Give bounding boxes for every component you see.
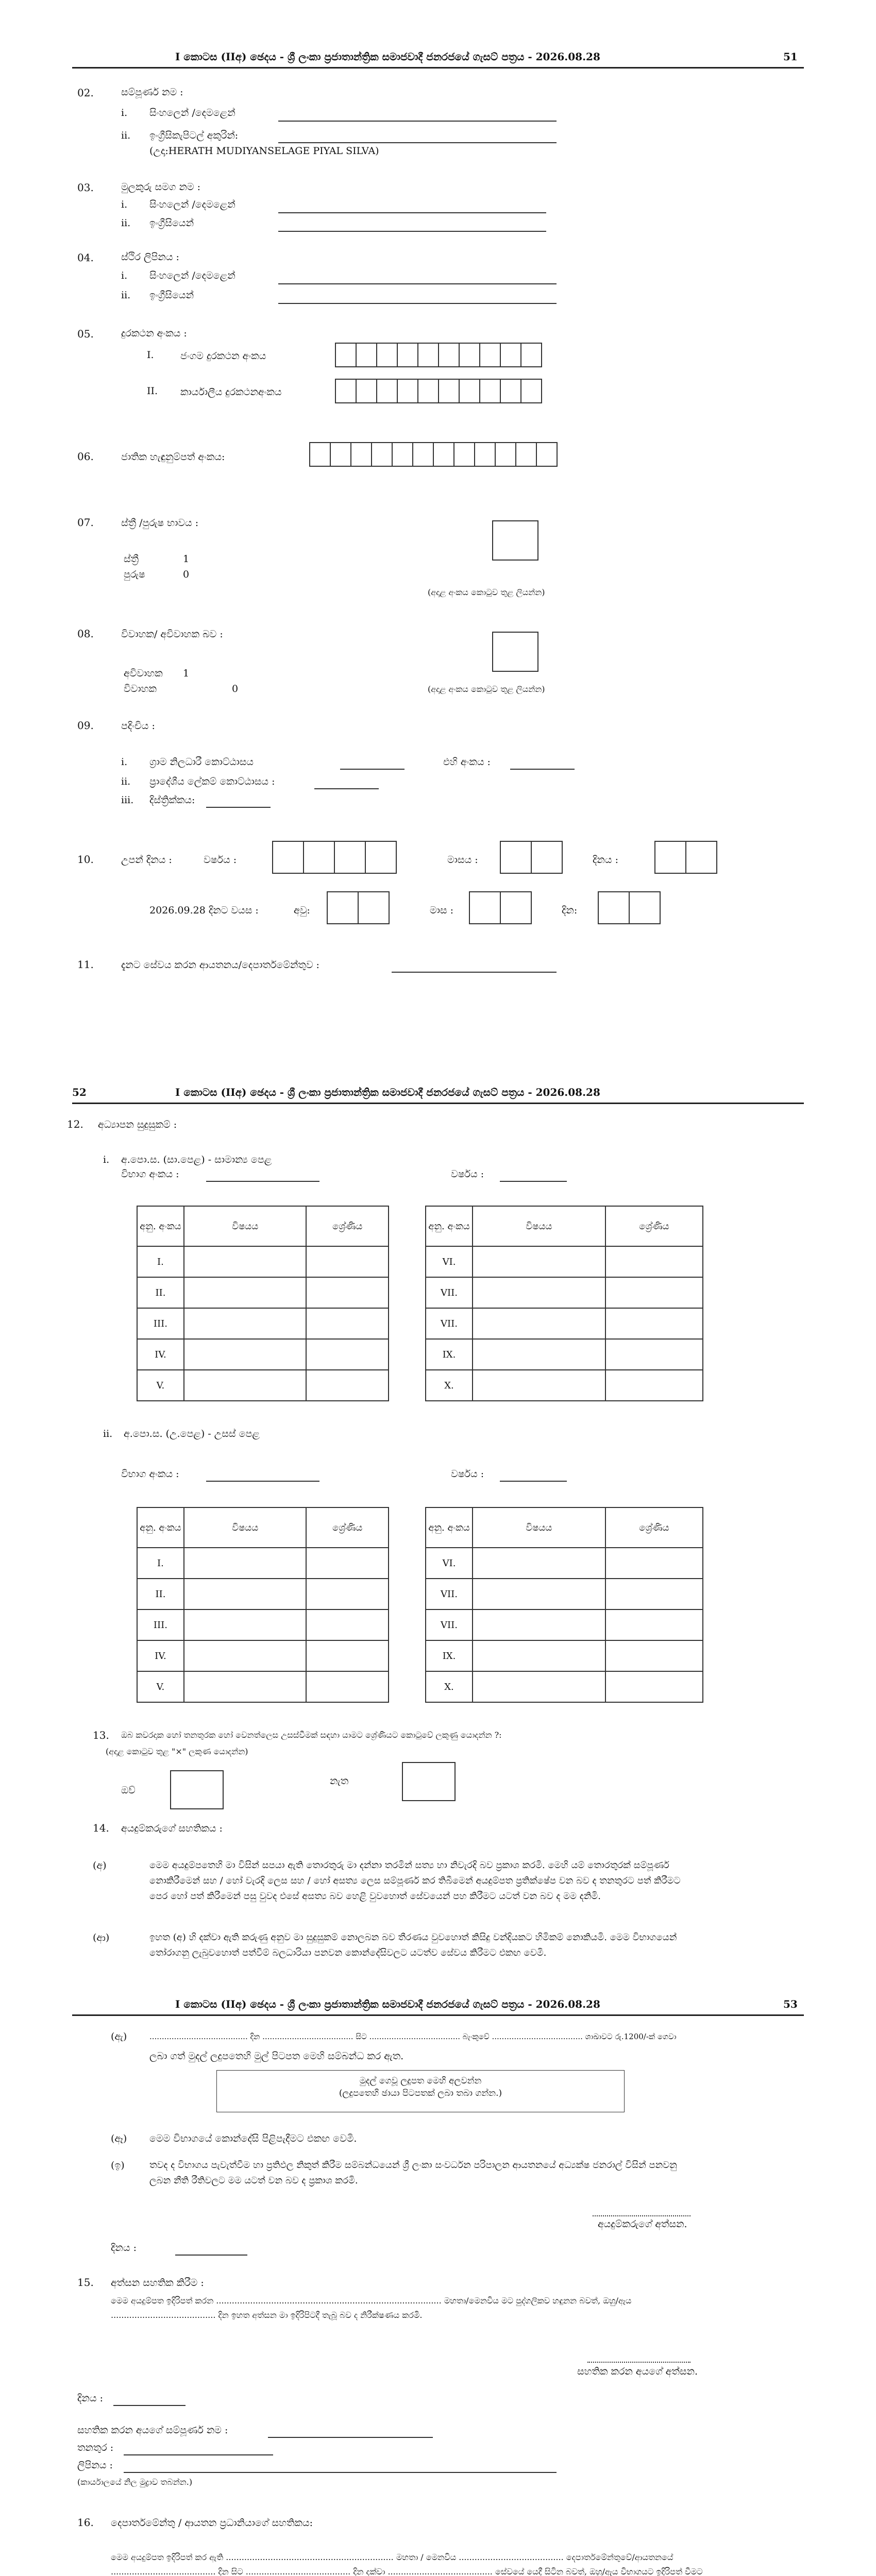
- ds-division-field[interactable]: [314, 788, 379, 789]
- s15-address-field[interactable]: [124, 2472, 557, 2473]
- s04-num: 04.: [77, 251, 94, 264]
- s03-ii-num: ii.: [121, 217, 131, 229]
- row-number: V.: [137, 1370, 184, 1401]
- subject-cell[interactable]: [473, 1308, 605, 1339]
- receipt-line-1: මුදල් ගෙවූ ලදුපත මෙහි අලවන්න: [359, 2076, 482, 2086]
- s04-i-field[interactable]: [278, 283, 557, 284]
- col-serial: අනු. අංකය: [137, 1507, 184, 1548]
- table-row: [426, 1277, 703, 1308]
- s07-male-code: 0: [183, 569, 190, 580]
- s13-num: 13.: [93, 1729, 109, 1741]
- s16-text: මෙම අයදුම්පත ඉදිරිපත් කර ඇති ................................................................ මහතා / මෙනවිය ........................................ දෙපාර්තමේන්තුවේ/ආයතනයේ ........................................ දින සිට ........................................ දින දක්වා ........................................ සේවයේ යෙදී සිටින බවත්, ඔහු/ඇය විභාගයට ඉදිරිපත් වීමට: [111, 2552, 703, 2576]
- row-number: IX.: [426, 1339, 473, 1370]
- s10-year-label: වර්ෂය :: [204, 854, 237, 866]
- s02-num: 02.: [77, 87, 94, 99]
- page-52: [0, 1056, 876, 1984]
- subject-cell[interactable]: [184, 1308, 307, 1339]
- al-exam-no-field[interactable]: [206, 1481, 319, 1482]
- subject-cell[interactable]: [473, 1246, 605, 1277]
- col-subject: විෂයය: [184, 1206, 307, 1246]
- age-months-boxes[interactable]: [469, 891, 531, 924]
- d-text: මෙම විභාගයේ කොන්දේසි පිළිපැදීමට එකඟ වෙමි.: [149, 2133, 357, 2144]
- s10-months-label: මාස :: [430, 905, 454, 916]
- row-number: I.: [137, 1548, 184, 1579]
- subject-cell[interactable]: [184, 1609, 307, 1640]
- s15-name-label: සහතික කරන අයගේ සම්පූර්ණ නම :: [77, 2425, 228, 2436]
- grade-cell[interactable]: [605, 1246, 703, 1277]
- s11-label: දැනට සේවය කරන ආයතනය/දෙපාර්තමේන්තුව :: [121, 959, 319, 971]
- col-grade: ශ්‍රේණිය: [306, 1507, 389, 1548]
- row-number: VI.: [426, 1246, 473, 1277]
- row-number: III.: [137, 1609, 184, 1640]
- s10-month-label: මාසය :: [447, 854, 478, 866]
- s15-date-label: දිනය :: [77, 2393, 103, 2404]
- row-number: X.: [426, 1370, 473, 1401]
- grade-cell[interactable]: [605, 1339, 703, 1370]
- subject-cell[interactable]: [473, 1579, 605, 1609]
- col-subject: විෂයය: [473, 1507, 605, 1548]
- subject-cell[interactable]: [184, 1640, 307, 1671]
- s10-age-label: 2026.09.28 දිනට වයස :: [149, 905, 259, 916]
- s14-b-mark: (ආ): [93, 1932, 110, 1943]
- table-row: [137, 1579, 389, 1609]
- age-years-boxes[interactable]: [327, 891, 389, 924]
- grade-cell[interactable]: [605, 1640, 703, 1671]
- subject-cell[interactable]: [473, 1339, 605, 1370]
- grade-cell[interactable]: [605, 1609, 703, 1640]
- table-row: [426, 1246, 703, 1277]
- table-row: [426, 1548, 703, 1579]
- s04-label: ස්ථිර ලිපිනය :: [121, 251, 179, 263]
- s09-ii-label: ප්‍රාදේශීය ලේකම් කොට්ඨාසය :: [149, 776, 275, 787]
- birth-month-boxes[interactable]: [500, 841, 562, 874]
- subject-cell[interactable]: [473, 1640, 605, 1671]
- s03-num: 03.: [77, 181, 94, 194]
- table-row: [426, 1579, 703, 1609]
- date-label: දිනය :: [111, 2242, 137, 2253]
- s14-num: 14.: [93, 1822, 109, 1834]
- s13-no-label: නැත: [330, 1775, 349, 1787]
- al-num: ii.: [103, 1428, 113, 1439]
- s04-ii-label: ඉංග්‍රීසියෙන්: [149, 290, 194, 301]
- s02-ii-num: ii.: [121, 130, 131, 141]
- s15-seal-note: (කාර්යාලයේ නිල මුද්‍රාව තබන්න.): [77, 2477, 193, 2487]
- grade-cell[interactable]: [306, 1548, 389, 1579]
- date-field[interactable]: [175, 2255, 247, 2256]
- s05-num: 05.: [77, 328, 94, 340]
- s13-yes-label: ඔව්: [121, 1785, 136, 1796]
- ol-results-table-right: [425, 1206, 703, 1401]
- table-row: [426, 1640, 703, 1671]
- row-number: VII.: [426, 1308, 473, 1339]
- c-text-2: ලබා ගත් මුදල් ලදුපතෙහි මුල් පිටපත මෙහි සම්බන්ධ කර ඇත.: [149, 2050, 404, 2062]
- row-number: X.: [426, 1671, 473, 1702]
- s14-a-text: මෙම අයදුම්පතෙහි මා විසින් සපයා ඇති තොරතුරු මා දන්නා තරමින් සත්‍ය හා නිවැරදි බව ප්‍රකාශ කරමි. මෙහි යම් තොරතුරක් සම්පූර්ණ නොකිරීමෙන් සහ / හෝ වැරදි ලෙස සහ / හෝ අසත්‍ය ලෙස සම්පූර්ණ කර තිබීමෙන් අයදුම්පත ප්‍රතික්ෂේප වන බව ද තනතුරට පත් කිරීමට පෙර හෝ පත් කිරීමෙන් පසු වුවද එසේ අසත්‍ය බව හෙළි වුවහොත් සේවයෙන් පහ කිරීමට යටත් වන බව ද මම දනිමි.: [149, 1860, 681, 1902]
- page-51: [0, 0, 876, 1030]
- table-row: [137, 1308, 389, 1339]
- table-row: [426, 1308, 703, 1339]
- s09-i-b-label: එහි අංකය :: [443, 756, 491, 768]
- al-exam-no-label: විභාග අංකය :: [121, 1468, 179, 1480]
- s05-i-num: I.: [147, 349, 154, 361]
- s02-ii-label: ඉංග්‍රීසිකැපිටල් අකුරින්:: [149, 130, 239, 141]
- receipt-line-2: (ලදුපතෙහි ඡායා පිටපතක් ලබා තබා ගන්න.): [339, 2088, 502, 2098]
- row-number: V.: [137, 1671, 184, 1702]
- s13-label: ඔබ කවරදාක හෝ තනතුරක හෝ වෙනත්ලෙස උසස්වීමක් සඳහා යාමට ශ්‍රේණියට කොටුවේ ලකුණු යොදන්න ?:: [121, 1730, 502, 1740]
- table-row: [137, 1370, 389, 1401]
- s06-num: 06.: [77, 450, 94, 463]
- al-label: අ.පො.ස. (උ.පෙළ) - උසස් පෙළ: [124, 1428, 260, 1439]
- s02-example: (උදා:HERATH MUDIYANSELAGE PIYAL SILVA): [149, 145, 379, 157]
- header-page-number: 53: [783, 1998, 798, 2010]
- ol-year-label: වර්ෂය :: [451, 1168, 484, 1180]
- subject-cell[interactable]: [473, 1548, 605, 1579]
- table-row: [137, 1640, 389, 1671]
- s03-i-label: සිංහලෙන් /දෙමළෙන්: [149, 199, 235, 210]
- col-grade: ශ්‍රේණිය: [306, 1206, 389, 1246]
- grade-cell[interactable]: [605, 1671, 703, 1702]
- s07-hint: (අදාළ අංකය කොටුව තුළ ලියන්න): [428, 587, 545, 597]
- row-number: VI.: [426, 1548, 473, 1579]
- current-workplace-field[interactable]: [392, 972, 557, 973]
- s10-days-label: දින:: [562, 905, 578, 916]
- d-mark: (ඈ): [111, 2133, 127, 2144]
- s08-single-code: 1: [183, 668, 190, 679]
- no-checkbox[interactable]: [402, 1762, 456, 1801]
- s09-iii-label: දිස්ත්‍රික්කය:: [149, 794, 195, 806]
- s07-male: පුරුෂ: [124, 569, 145, 580]
- s02-i-field[interactable]: [278, 121, 557, 122]
- al-results-table-left: [137, 1507, 389, 1703]
- subject-cell[interactable]: [473, 1609, 605, 1640]
- s15-post-field[interactable]: [124, 2454, 273, 2455]
- s10-num: 10.: [77, 853, 94, 866]
- grade-cell[interactable]: [605, 1277, 703, 1308]
- grade-cell[interactable]: [605, 1579, 703, 1609]
- subject-cell[interactable]: [473, 1370, 605, 1401]
- grade-cell[interactable]: [306, 1370, 389, 1401]
- col-subject: විෂයය: [473, 1206, 605, 1246]
- e-text: තවද ද විභාගය පැවැත්වීම හා ප්‍රතිඵල නිකුත් කිරීම සම්බන්ධයෙන් ශ්‍රී ලංකා සංවර්ධන පරිපාලන ආයතනයේ අධ්‍යක්ෂ ජනරාල් විසින් පනවනු ලබන නීති රීතිවලට මම යටත් වන බව ද ප්‍රකාශ කරමි.: [149, 2160, 677, 2186]
- s03-i-field[interactable]: [278, 212, 546, 213]
- table-row: [137, 1548, 389, 1579]
- applicant-signature-label: අයදුම්කරුගේ අත්සන.: [598, 2218, 687, 2230]
- col-serial: අනු. අංකය: [137, 1206, 184, 1246]
- s12-label: අධ්‍යාපන සුදුසුකම් :: [98, 1119, 177, 1130]
- s15-num: 15.: [77, 2276, 94, 2289]
- s10-years-label: අවු:: [294, 905, 310, 916]
- grade-cell[interactable]: [306, 1609, 389, 1640]
- header-title: I කොටස (IIඅ) ඡෙදය - ශ්‍රී ලංකා ප්‍රජාතාන්ත්‍රික සමාජවාදී ජනරජයේ ගැසට් පත්‍රය - 2026.08.28: [175, 1086, 600, 1098]
- ol-num: i.: [103, 1154, 110, 1165]
- subject-cell[interactable]: [184, 1277, 307, 1308]
- s15-post-label: තනතුර :: [77, 2442, 114, 2453]
- row-number: I.: [137, 1246, 184, 1277]
- s14-label: අයදුම්කරුගේ සහතිකය :: [121, 1823, 223, 1834]
- grade-cell[interactable]: [605, 1370, 703, 1401]
- page-header: [72, 1082, 804, 1104]
- certifier-signature-line[interactable]: [587, 2362, 690, 2363]
- row-number: VII.: [426, 1609, 473, 1640]
- s12-num: 12.: [67, 1118, 83, 1130]
- district-field[interactable]: [206, 807, 271, 808]
- s09-ii-num: ii.: [121, 776, 131, 787]
- birth-year-boxes[interactable]: [272, 841, 396, 874]
- c-mark: (ඇ): [111, 2031, 127, 2042]
- s09-i-label: ග්‍රාම නිලධාරී කොට්ඨාසය: [149, 756, 254, 768]
- grade-cell[interactable]: [306, 1579, 389, 1609]
- s15-text: මෙම අයදුම්පත ඉදිරිපත් කරන ...................................................................................... මහතා/මෙනවිය මට පුද්ගලිකව හඳුනන බවත්, ඔහු/ඇය ........................................ දින ඉහත අත්සන මා ඉදිරිපිටදී තැබූ බව ද නිරීක්ෂණය කරමි.: [111, 2296, 632, 2320]
- s11-num: 11.: [77, 958, 94, 971]
- s03-label: මුලකුරු සමග නම :: [121, 181, 200, 193]
- s13-hint: (අදාළ කොටුව තුළ "×" ලකුණ යොදන්න): [106, 1747, 248, 1756]
- subject-cell[interactable]: [473, 1277, 605, 1308]
- s02-i-label: සිංහලෙන් /දෙමළෙන්: [149, 107, 235, 118]
- subject-cell[interactable]: [184, 1579, 307, 1609]
- grade-cell[interactable]: [306, 1308, 389, 1339]
- receipt-paste-area[interactable]: [216, 2070, 625, 2112]
- birth-day-boxes[interactable]: [654, 841, 716, 874]
- s09-iii-num: iii.: [121, 794, 134, 806]
- row-number: II.: [137, 1277, 184, 1308]
- s08-num: 08.: [77, 628, 94, 640]
- row-number: IV.: [137, 1640, 184, 1671]
- ol-exam-no-field[interactable]: [206, 1181, 319, 1182]
- row-number: IX.: [426, 1640, 473, 1671]
- certifier-signature-label: සහතික කරන අයගේ අත්සන.: [577, 2366, 698, 2377]
- s06-label: ජාතික හැඳුනුම්පත් අංකය:: [121, 451, 225, 463]
- s07-female: ස්ත්‍රී: [124, 553, 139, 565]
- s08-label: විවාහක/ අවිවාහක බව :: [121, 629, 223, 640]
- table-row: [426, 1339, 703, 1370]
- s02-label: සම්පූර්ණ නම :: [121, 87, 183, 98]
- gender-code-box[interactable]: [492, 520, 538, 561]
- table-row: [137, 1277, 389, 1308]
- subject-cell[interactable]: [473, 1671, 605, 1702]
- subject-cell[interactable]: [184, 1339, 307, 1370]
- s09-num: 09.: [77, 719, 94, 732]
- s04-i-num: i.: [121, 270, 128, 281]
- yes-checkbox[interactable]: [170, 1770, 224, 1809]
- s03-i-num: i.: [121, 199, 128, 210]
- s04-ii-num: ii.: [121, 290, 131, 301]
- subject-cell[interactable]: [184, 1548, 307, 1579]
- col-grade: ශ්‍රේණිය: [605, 1206, 703, 1246]
- grade-cell[interactable]: [306, 1339, 389, 1370]
- page-header: [72, 46, 804, 69]
- s15-date-field[interactable]: [113, 2405, 186, 2406]
- nic-number-boxes[interactable]: [309, 442, 557, 467]
- row-number: IV.: [137, 1339, 184, 1370]
- s16-label: දෙපාර්තමේන්තු / ආයතන ප්‍රධානියාගේ සහතිකය:: [111, 2517, 313, 2529]
- ol-year-field[interactable]: [500, 1181, 567, 1182]
- s05-ii-label: කාර්යාලීය දුරකථනඅංකය: [180, 386, 282, 398]
- subject-cell[interactable]: [184, 1671, 307, 1702]
- s09-label: පදිංචිය :: [121, 720, 155, 732]
- subject-cell[interactable]: [184, 1370, 307, 1401]
- s05-ii-num: II.: [147, 385, 158, 397]
- grade-cell[interactable]: [605, 1308, 703, 1339]
- ol-results-table-left: [137, 1206, 389, 1401]
- col-subject: විෂයය: [184, 1507, 307, 1548]
- applicant-signature-line[interactable]: [593, 2215, 690, 2216]
- al-year-label: වර්ෂය :: [451, 1468, 484, 1480]
- header-page-number: 51: [783, 50, 798, 63]
- s16-num: 16.: [77, 2516, 94, 2529]
- page-53: [0, 1984, 876, 2576]
- table-row: [137, 1339, 389, 1370]
- s10-day-label: දිනය :: [593, 854, 618, 866]
- s02-i-num: i.: [121, 107, 128, 118]
- grade-cell[interactable]: [306, 1640, 389, 1671]
- table-row: [137, 1246, 389, 1277]
- s14-b-text: ඉහත (අ) හි දක්වා ඇති කරුණු අනුව මා සුදුසුකම් නොලබන බව තීරණය වුවහොත් කිසිදු වන්දියකට හිමිකම් නොකියමි. මෙම විභාගයෙන් තෝරාගනු ලැබුවහොත් පත්වීම් බලධාරියා පනවන කොන්දේසිවලට යටත්ව සේවය කිරීමට එකඟ වෙමි.: [149, 1932, 677, 1958]
- s15-address-label: ලිපිනය :: [77, 2460, 113, 2471]
- row-number: II.: [137, 1579, 184, 1609]
- s15-label: අත්සන සහතික කිරීම :: [111, 2277, 204, 2289]
- table-row: [426, 1671, 703, 1702]
- grade-cell[interactable]: [306, 1246, 389, 1277]
- s10-label: උපන් දිනය :: [121, 854, 172, 866]
- ol-label: අ.පො.ස. (සා.පෙළ) - සාමාන්‍ය පෙළ: [121, 1154, 272, 1165]
- s08-married: විවාහක: [124, 683, 157, 694]
- age-days-boxes[interactable]: [598, 891, 660, 924]
- s07-female-code: 1: [183, 553, 190, 565]
- subject-cell[interactable]: [184, 1246, 307, 1277]
- grade-cell[interactable]: [306, 1277, 389, 1308]
- c-text-1: ........................................ දින ..................................... සිට ..................................... බැංකුවේ ..................................... ශාඛාවට රු.1200/-ක් ගෙවා: [149, 2032, 677, 2041]
- s09-i-num: i.: [121, 756, 128, 768]
- s07-num: 07.: [77, 516, 94, 529]
- s03-ii-field[interactable]: [278, 231, 546, 232]
- s08-hint: (අදාළ අංකය කොටුව තුළ ලියන්න): [428, 684, 545, 694]
- grade-cell[interactable]: [306, 1671, 389, 1702]
- ol-exam-no-label: විභාග අංකය :: [121, 1168, 179, 1180]
- s08-single: අවිවාහක: [124, 668, 163, 679]
- s14-a-mark: (අ): [93, 1860, 107, 1871]
- col-serial: අනු. අංකය: [426, 1507, 473, 1548]
- page-header: [72, 1994, 804, 2016]
- header-title: I කොටස (IIඅ) ඡෙදය - ශ්‍රී ලංකා ප්‍රජාතාන්ත්‍රික සමාජවාදී ජනරජයේ ගැසට් පත්‍රය - 2026.08.28: [175, 50, 600, 63]
- marital-code-box[interactable]: [492, 632, 538, 672]
- row-number: VII.: [426, 1277, 473, 1308]
- s03-ii-label: ඉංග්‍රීසියෙන්: [149, 217, 194, 229]
- e-mark: (ඉ): [111, 2160, 125, 2171]
- row-number: III.: [137, 1308, 184, 1339]
- gn-division-field[interactable]: [340, 769, 405, 770]
- s05-i-label: ජංගම දුරකථන අංකය: [180, 350, 266, 362]
- s15-name-field[interactable]: [268, 2437, 433, 2438]
- al-year-field[interactable]: [500, 1481, 567, 1482]
- col-grade: ශ්‍රේණිය: [605, 1507, 703, 1548]
- table-row: [426, 1370, 703, 1401]
- s02-ii-field[interactable]: [278, 142, 557, 143]
- s08-married-code: 0: [232, 683, 239, 694]
- gn-number-field[interactable]: [510, 769, 575, 770]
- col-serial: අනු. අංකය: [426, 1206, 473, 1246]
- row-number: VII.: [426, 1579, 473, 1609]
- table-row: [137, 1671, 389, 1702]
- mobile-number-boxes[interactable]: [335, 343, 541, 367]
- table-row: [426, 1609, 703, 1640]
- s04-i-label: සිංහලෙන් /දෙමළෙන්: [149, 270, 235, 281]
- header-title: I කොටස (IIඅ) ඡෙදය - ශ්‍රී ලංකා ප්‍රජාතාන්ත්‍රික සමාජවාදී ජනරජයේ ගැසට් පත්‍රය - 2026.08.28: [175, 1998, 600, 2010]
- office-number-boxes[interactable]: [335, 379, 541, 403]
- grade-cell[interactable]: [605, 1548, 703, 1579]
- al-results-table-right: [425, 1507, 703, 1703]
- header-page-number: 52: [72, 1086, 87, 1098]
- s07-label: ස්ත්‍රී /පුරුෂ භාවය :: [121, 517, 199, 529]
- s05-label: දුරකථන අංකය :: [121, 328, 187, 339]
- s04-ii-field[interactable]: [278, 303, 557, 304]
- table-row: [137, 1609, 389, 1640]
